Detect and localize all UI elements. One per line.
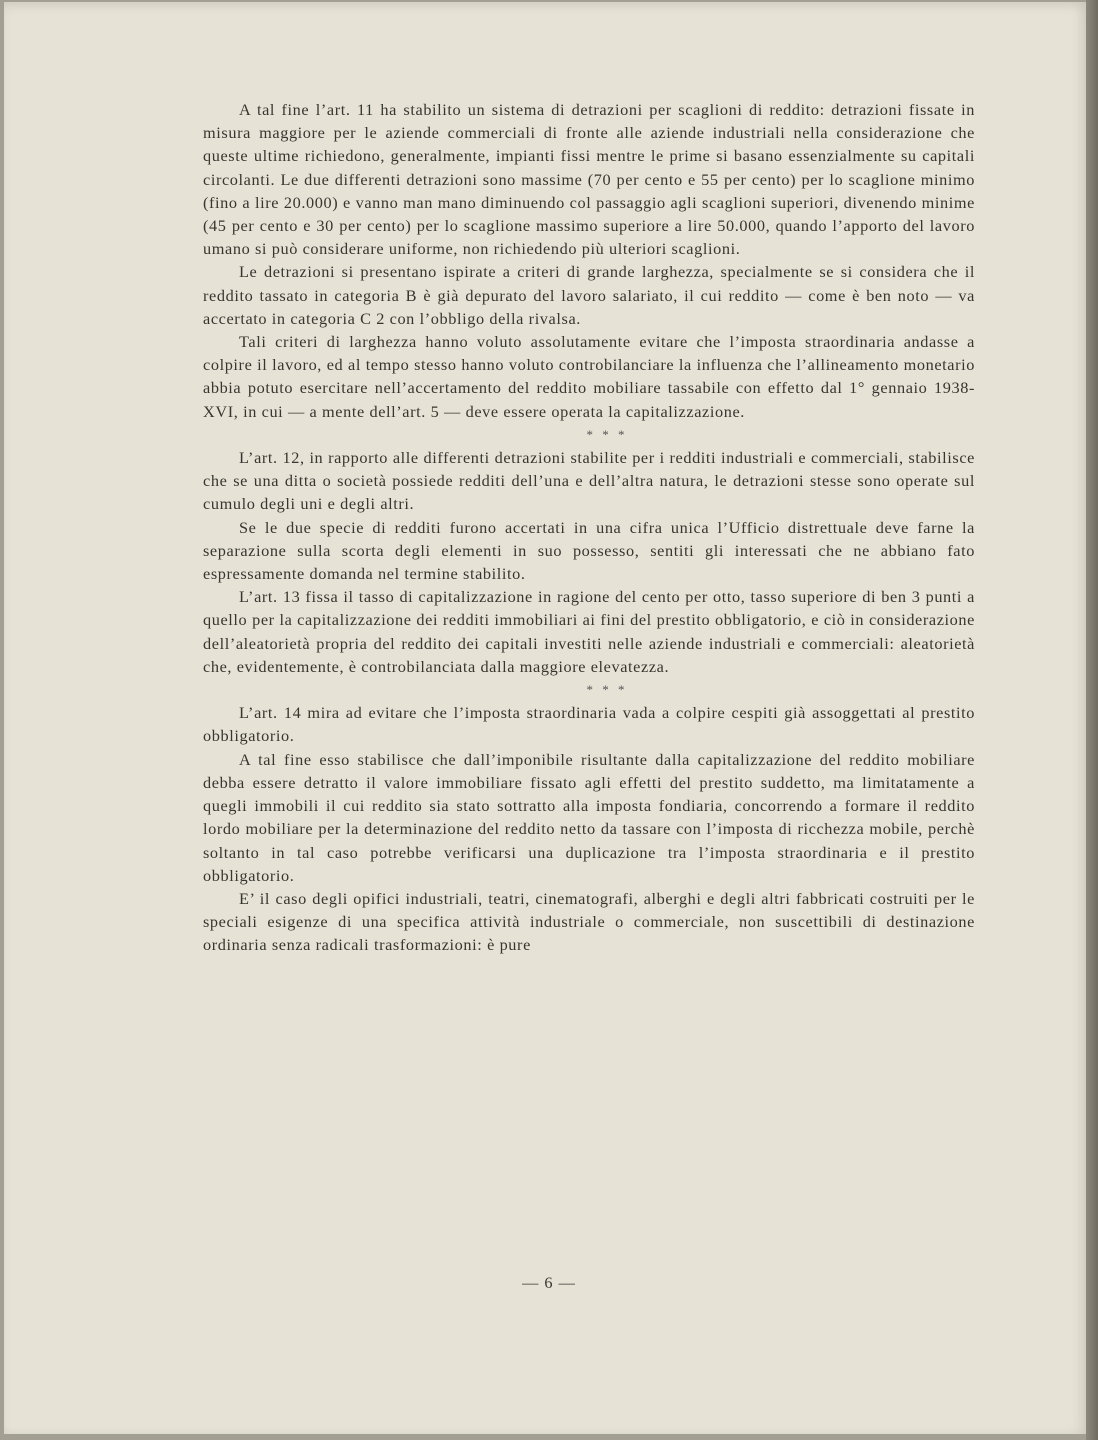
section-separator: * * * (586, 426, 628, 442)
paragraph: Le detrazioni si presentano ispirate a criteri di grande larghezza, specialmente se si considera che il reddito tassato in categoria B è già depurato del lavoro salariato, il cui reddito — come è ben noto — va accertato in categoria C 2 con l’obbligo della rivalsa. (203, 262, 975, 328)
body-text (203, 98, 975, 957)
binding-edge (1086, 0, 1098, 1440)
paragraph: A tal fine l’art. 11 ha stabilito un sistema di detrazioni per scaglioni di reddito: detrazioni fissate in misura maggiore per le aziende commerciali di fronte alle aziende industriali nella considerazione che queste ultime richiedono, generalmente, impianti fissi mentre le prime si basano essenzialmente su capitali circolanti. Le due differenti detrazioni sono massime (70 per cento e 55 per cento) per lo scaglione minimo (fino a lire 20.000) e vanno man mano diminuendo col passaggio agli scaglioni superiori, divenendo minime (45 per cento e 30 per cento) per lo scaglione massimo superiore a lire 50.000, quando l’apporto del lavoro umano si può considerare uniforme, non richiedendo più ulteriori scaglioni. (203, 100, 975, 259)
paragraph: A tal fine esso stabilisce che dall’imponibile risultante dalla capitalizzazione del reddito mobiliare debba essere detratto il valore immobiliare fissato agli effetti del prestito suddetto, ma limitatamente a quegli immobili il cui reddito sia stato sottratto alla imposta fondiaria, concorrendo a formare il reddito lordo mobiliare per la determinazione del reddito netto da tassare con l’imposta di ricchezza mobile, perchè soltanto in tal caso potrebbe verificarsi una duplicazione tra l’imposta straordinaria e il prestito obbligatorio. (203, 749, 975, 885)
paragraph: L’art. 12, in rapporto alle differenti detrazioni stabilite per i redditi industriali e commerciali, stabilisce che se una ditta o società possiede redditi dell’una e dell’altra natura, le detrazioni stesse sono operate sul cumulo degli uni e degli altri. (203, 448, 975, 514)
paragraph: Tali criteri di larghezza hanno voluto assolutamente evitare che l’imposta straordinaria andasse a colpire il lavoro, ed al tempo stesso hanno voluto controbilanciare la influenza che l’allineamento monetario abbia potuto esercitare nell’accertamento del reddito mobiliare tassabile con effetto dal 1° gennaio 1938-XVI, in cui — a mente dell’art. 5 — deve essere operata la capitalizzazione. (203, 332, 975, 421)
paragraph: L’art. 14 mira ad evitare che l’imposta straordinaria vada a colpire cespiti già assoggettati al prestito obbligatorio. (203, 703, 975, 746)
paragraph: Se le due specie di redditi furono accertati in una cifra unica l’Ufficio distrettuale deve farne la separazione sulla scorta degli elementi in suo possesso, sentiti gli interessati che ne abbiano fato espressamente domanda nel termine stabilito. (203, 517, 975, 584)
page-number: — 6 — (522, 1273, 576, 1292)
paragraph: L’art. 13 fissa il tasso di capitalizzazione in ragione del cento per otto, tasso superiore di ben 3 punti a quello per la capitalizzazione dei redditi immobiliari ai fini del prestito obbligatorio, e ciò in considerazione dell’aleatorietà propria del reddito dei capitali investiti nelle aziende industriali e commerciali: aleatorietà che, evidentemente, è controbilanciata dalla maggiore elevatezza. (203, 587, 975, 676)
section-separator: * * * (586, 682, 628, 698)
paragraph: E’ il caso degli opifici industriali, teatri, cinematografi, alberghi e degli altri fabbricati costruiti per le speciali esigenze di una specifica attività industriale o commerciale, non suscettibili di destinazione ordinaria senza radicali trasformazioni: è pure (203, 888, 975, 955)
